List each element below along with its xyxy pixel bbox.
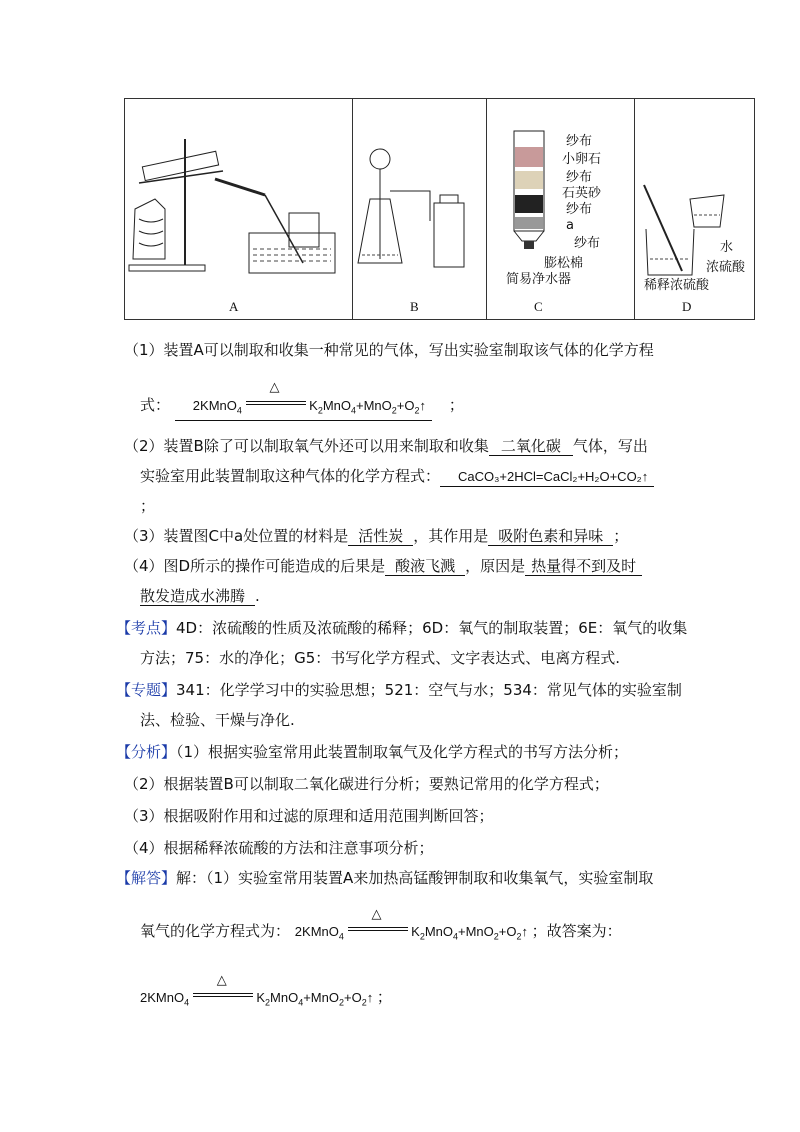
purifier-label-cotton: 膨松棉 <box>544 256 584 271</box>
purifier-label-gauze-2: 纱布 <box>566 170 593 185</box>
purifier-label-quartz-sand: 石英砂 <box>562 186 602 201</box>
purifier-label-pebbles: 小卵石 <box>562 152 602 167</box>
fenxi-line3: （3）根据吸附作用和过滤的原理和适用范围判断回答； <box>124 807 494 825</box>
q2-equation: CaCO₃+2HCl=CaCl₂+H₂O+CO₂↑ <box>440 468 654 487</box>
heat-condition-sign: △ <box>348 918 408 936</box>
jieda-equation-1: 2KMnO$_4$ △ $K_2MnO_4+MnO_2+O_2↑$ <box>294 906 529 942</box>
panel-b <box>352 99 487 319</box>
apparatus-figure <box>124 98 755 320</box>
purifier-label-a: a <box>566 218 574 233</box>
jieda-equation-2: 2KMnO$_4$ △ $K_2MnO_4+MnO_2+O_2↑$ <box>140 972 374 1008</box>
zhuanti-line2: 法、检验、干燥与净化. <box>140 711 295 729</box>
zhuanti-tag: 【专题】 <box>116 681 177 699</box>
jieda-tag: 【解答】 <box>116 869 177 887</box>
q2-line1: （2）装置B除了可以制取氧气外还可以用来制取和收集 二氧化碳 气体，写出 <box>124 437 648 455</box>
purifier-label-gauze-1: 纱布 <box>566 134 593 149</box>
q1-line1: （1）装置A可以制取和收集一种常见的气体，写出实验室制取该气体的化学方程 <box>124 341 654 359</box>
q1-equation: 2KMnO$_4$ △ $K_2MnO_4+MnO_2+O_2↑$ <box>175 392 432 421</box>
jieda-line3: 2KMnO$_4$ △ $K_2MnO_4+MnO_2+O_2↑$ ； <box>140 972 392 1008</box>
panel-a <box>125 99 353 319</box>
purifier-label-gauze-3: 纱布 <box>566 202 593 217</box>
q3-line: （3）装置图C中a处位置的材料是 活性炭 ，其作用是 吸附色素和异味 ； <box>124 527 629 545</box>
fenxi-tag: 【分析】 <box>116 743 177 761</box>
q1-equation-line: 式： 2KMnO$_4$ △ $K_2MnO_4+MnO_2+O_2↑$ ； <box>140 392 464 421</box>
panel-d-label: D <box>682 299 692 314</box>
q2-answer-gas: 二氧化碳 <box>489 437 573 456</box>
q4-answer-reason-2: 散发造成水沸腾 <box>140 587 255 606</box>
q2-line2: 实验室用此装置制取这种气体的化学方程式： CaCO₃+2HCl=CaCl₂+H₂O+CO₂↑ <box>140 466 654 487</box>
fenxi-line4: （4）根据稀释浓硫酸的方法和注意事项分析； <box>124 839 434 857</box>
q2-end: ； <box>140 497 156 515</box>
q3-answer-function: 吸附色素和异味 <box>488 527 613 546</box>
jieda-line2: 氧气的化学方程式为： 2KMnO$_4$ △ $K_2MnO_4+MnO_2+O_2↑$ ；故答案为： <box>140 906 622 942</box>
panel-c-label: C <box>534 299 543 314</box>
heat-condition-sign: △ <box>246 392 306 410</box>
q4-line2: 散发造成水沸腾 . <box>140 587 260 605</box>
kaodian-tag: 【考点】 <box>116 619 177 637</box>
fenxi-line1: 【分析】（1）根据实验室常用此装置制取氧气及化学方程式的书写方法分析； <box>116 743 629 761</box>
q1-prefix: 式： <box>140 396 171 414</box>
panel-b-label: B <box>410 299 419 314</box>
fenxi-line2: （2）根据装置B可以制取二氧化碳进行分析；要熟记常用的化学方程式； <box>124 775 609 793</box>
dilution-label-water: 水 <box>720 240 734 255</box>
heat-condition-sign: △ <box>193 984 253 1002</box>
panel-a-label: A <box>229 299 239 314</box>
q4-answer-result: 酸液飞溅 <box>385 557 465 576</box>
q4-line1: （4）图D所示的操作可能造成的后果是 酸液飞溅 ，原因是 热量得不到及时 <box>124 556 642 576</box>
jieda-line1: 【解答】解：（1）实验室常用装置A来加热高锰酸钾制取和收集氧气，实验室制取 <box>116 869 654 887</box>
purifier-label-gauze-4: 纱布 <box>574 236 601 251</box>
panel-c <box>486 99 635 319</box>
q4-answer-reason-1: 热量得不到及时 <box>525 557 642 576</box>
dilution-caption: 稀释浓硫酸 <box>644 278 710 293</box>
panel-d <box>634 99 754 319</box>
q3-answer-material: 活性炭 <box>348 527 413 546</box>
purifier-caption: 简易净水器 <box>506 272 572 287</box>
zhuanti-line1: 【专题】341：化学学习中的实验思想；521：空气与水；534：常见气体的实验室制 <box>116 681 682 699</box>
kaodian-line1: 【考点】4D：浓硫酸的性质及浓硫酸的稀释；6D：氧气的制取装置；6E：氧气的收集 <box>116 619 688 637</box>
kaodian-line2: 方法；75：水的净化；G5：书写化学方程式、文字表达式、电离方程式. <box>140 649 621 667</box>
apparatus-a-drawing <box>125 99 352 319</box>
apparatus-b-drawing <box>352 99 486 319</box>
dilution-label-acid: 浓硫酸 <box>706 260 746 275</box>
